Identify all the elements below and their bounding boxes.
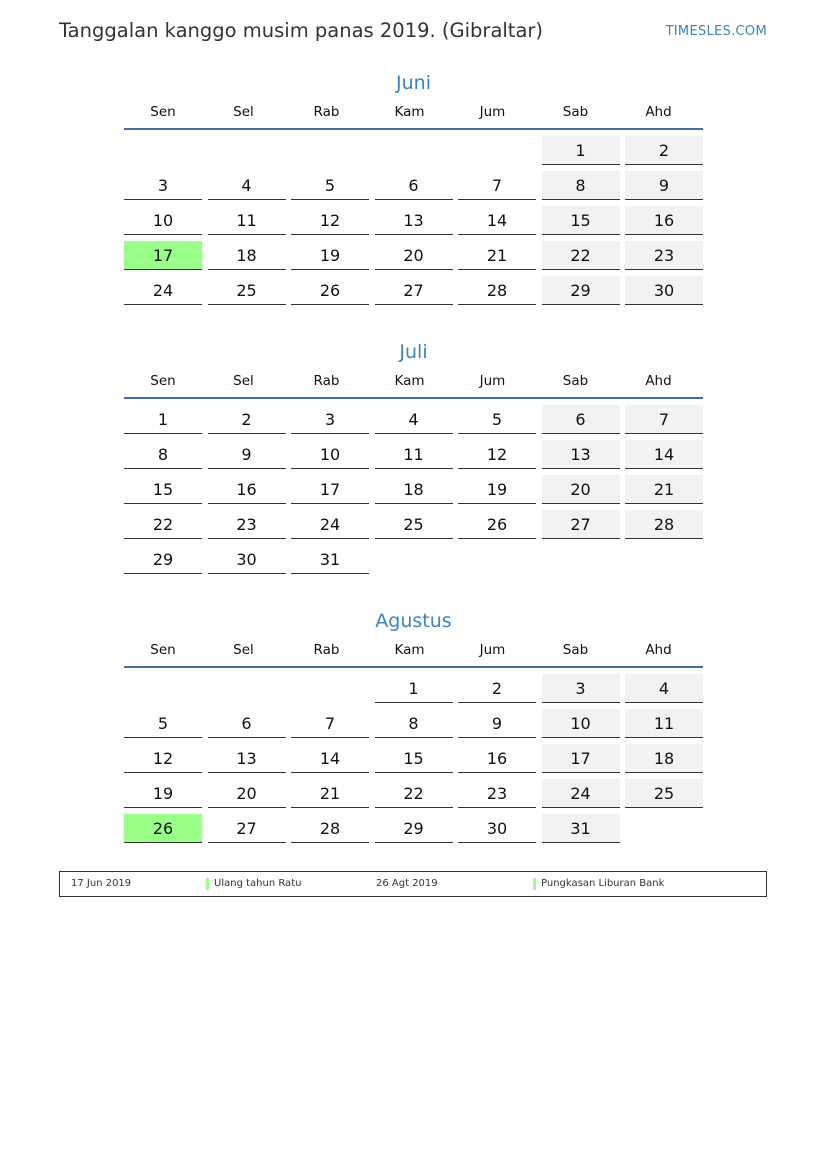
day-cell: 28 — [625, 510, 703, 539]
day-cell: 7 — [291, 709, 369, 738]
empty-day-cell — [208, 136, 286, 164]
day-cell: 11 — [625, 709, 703, 738]
day-cell: 14 — [458, 206, 536, 235]
day-cell: 27 — [208, 814, 286, 843]
day-grid — [124, 674, 703, 843]
day-cell: 16 — [208, 475, 286, 504]
holiday-day-cell: 17 — [124, 241, 202, 270]
empty-day-cell — [124, 136, 202, 164]
day-cell: 2 — [625, 136, 703, 165]
weekday-header — [124, 636, 703, 668]
legend-date: 26 Agt 2019 — [376, 878, 438, 889]
day-cell: 11 — [208, 206, 286, 235]
weekday-label: Sen — [150, 104, 176, 120]
day-cell: 13 — [375, 206, 453, 235]
day-cell: 4 — [208, 171, 286, 200]
day-cell: 30 — [625, 276, 703, 305]
day-cell: 9 — [208, 440, 286, 469]
empty-day-cell — [291, 136, 369, 164]
weekday-label: Jum — [479, 373, 506, 389]
weekday-header — [124, 367, 703, 399]
day-cell: 21 — [291, 779, 369, 808]
weekday-label: Kam — [394, 642, 425, 658]
day-cell: 1 — [542, 136, 620, 165]
day-cell: 6 — [208, 709, 286, 738]
day-cell: 6 — [542, 405, 620, 434]
day-cell: 1 — [124, 405, 202, 434]
holiday-day-cell: 26 — [124, 814, 202, 843]
day-cell: 29 — [375, 814, 453, 843]
weekday-header — [124, 98, 703, 130]
day-cell: 28 — [291, 814, 369, 843]
day-cell: 24 — [124, 276, 202, 305]
day-cell: 16 — [458, 744, 536, 773]
day-cell: 9 — [458, 709, 536, 738]
day-cell: 2 — [458, 674, 536, 703]
weekday-label: Rab — [313, 104, 340, 120]
legend-holiday-name: Ulang tahun Ratu — [214, 878, 302, 889]
day-cell: 10 — [542, 709, 620, 738]
day-cell: 5 — [291, 171, 369, 200]
day-cell: 17 — [291, 475, 369, 504]
weekday-label: Kam — [394, 373, 425, 389]
day-cell: 9 — [625, 171, 703, 200]
day-cell: 25 — [625, 779, 703, 808]
weekday-label: Sel — [233, 642, 254, 658]
month-juni — [124, 68, 703, 305]
day-cell: 1 — [375, 674, 453, 703]
day-cell: 12 — [458, 440, 536, 469]
empty-day-cell — [208, 674, 286, 702]
day-cell: 2 — [208, 405, 286, 434]
day-cell: 5 — [458, 405, 536, 434]
day-cell: 4 — [625, 674, 703, 703]
day-grid — [124, 136, 703, 305]
day-cell: 20 — [375, 241, 453, 270]
day-cell: 3 — [291, 405, 369, 434]
day-cell: 21 — [458, 241, 536, 270]
day-cell: 20 — [208, 779, 286, 808]
day-cell: 14 — [625, 440, 703, 469]
day-cell: 21 — [625, 475, 703, 504]
day-cell: 31 — [291, 545, 369, 574]
day-cell: 13 — [208, 744, 286, 773]
day-cell: 3 — [542, 674, 620, 703]
day-cell: 29 — [542, 276, 620, 305]
month-title: Juni — [396, 72, 431, 94]
empty-day-cell — [291, 674, 369, 702]
day-cell: 29 — [124, 545, 202, 574]
weekday-label: Jum — [479, 642, 506, 658]
empty-day-cell — [458, 136, 536, 164]
day-cell: 3 — [124, 171, 202, 200]
day-cell: 22 — [375, 779, 453, 808]
weekday-label: Kam — [394, 104, 425, 120]
day-cell: 22 — [124, 510, 202, 539]
empty-day-cell — [375, 136, 453, 164]
holiday-legend — [59, 871, 767, 897]
day-cell: 13 — [542, 440, 620, 469]
day-cell: 19 — [458, 475, 536, 504]
day-cell: 28 — [458, 276, 536, 305]
day-cell: 31 — [542, 814, 620, 843]
month-agustus — [124, 606, 703, 843]
day-cell: 10 — [291, 440, 369, 469]
holiday-marker-icon — [206, 878, 209, 890]
day-cell: 26 — [458, 510, 536, 539]
weekday-label: Sen — [150, 373, 176, 389]
day-cell: 19 — [291, 241, 369, 270]
day-cell: 19 — [124, 779, 202, 808]
brand-link[interactable]: TIMESLES.COM — [665, 24, 767, 39]
weekday-label: Jum — [479, 104, 506, 120]
weekday-label: Rab — [313, 642, 340, 658]
day-grid — [124, 405, 703, 574]
day-cell: 24 — [542, 779, 620, 808]
weekday-label: Ahd — [645, 104, 672, 120]
day-cell: 5 — [124, 709, 202, 738]
day-cell: 18 — [625, 744, 703, 773]
day-cell: 23 — [458, 779, 536, 808]
day-cell: 20 — [542, 475, 620, 504]
day-cell: 15 — [375, 744, 453, 773]
weekday-label: Sen — [150, 642, 176, 658]
day-cell: 30 — [208, 545, 286, 574]
weekday-label: Sab — [562, 373, 589, 389]
weekday-label: Sab — [562, 642, 589, 658]
weekday-label: Sab — [562, 104, 589, 120]
day-cell: 26 — [291, 276, 369, 305]
day-cell: 18 — [375, 475, 453, 504]
day-cell: 7 — [625, 405, 703, 434]
holiday-marker-icon — [533, 878, 536, 890]
day-cell: 15 — [542, 206, 620, 235]
day-cell: 14 — [291, 744, 369, 773]
day-cell: 24 — [291, 510, 369, 539]
day-cell: 27 — [542, 510, 620, 539]
day-cell: 8 — [542, 171, 620, 200]
day-cell: 4 — [375, 405, 453, 434]
day-cell: 15 — [124, 475, 202, 504]
day-cell: 27 — [375, 276, 453, 305]
month-title: Juli — [399, 341, 428, 363]
legend-date: 17 Jun 2019 — [71, 878, 132, 889]
day-cell: 22 — [542, 241, 620, 270]
day-cell: 23 — [208, 510, 286, 539]
day-cell: 10 — [124, 206, 202, 235]
day-cell: 17 — [542, 744, 620, 773]
month-title: Agustus — [375, 610, 452, 632]
day-cell: 12 — [291, 206, 369, 235]
page-title: Tanggalan kanggo musim panas 2019. (Gibraltar) — [59, 19, 544, 42]
weekday-label: Rab — [313, 373, 340, 389]
day-cell: 12 — [124, 744, 202, 773]
day-cell: 25 — [208, 276, 286, 305]
day-cell: 25 — [375, 510, 453, 539]
day-cell: 23 — [625, 241, 703, 270]
weekday-label: Sel — [233, 373, 254, 389]
weekday-label: Ahd — [645, 373, 672, 389]
legend-holiday-name: Pungkasan Liburan Bank — [541, 878, 665, 889]
day-cell: 7 — [458, 171, 536, 200]
day-cell: 16 — [625, 206, 703, 235]
day-cell: 18 — [208, 241, 286, 270]
day-cell: 8 — [375, 709, 453, 738]
day-cell: 8 — [124, 440, 202, 469]
day-cell: 6 — [375, 171, 453, 200]
day-cell: 11 — [375, 440, 453, 469]
weekday-label: Ahd — [645, 642, 672, 658]
weekday-label: Sel — [233, 104, 254, 120]
month-juli — [124, 337, 703, 574]
day-cell: 30 — [458, 814, 536, 843]
empty-day-cell — [124, 674, 202, 702]
